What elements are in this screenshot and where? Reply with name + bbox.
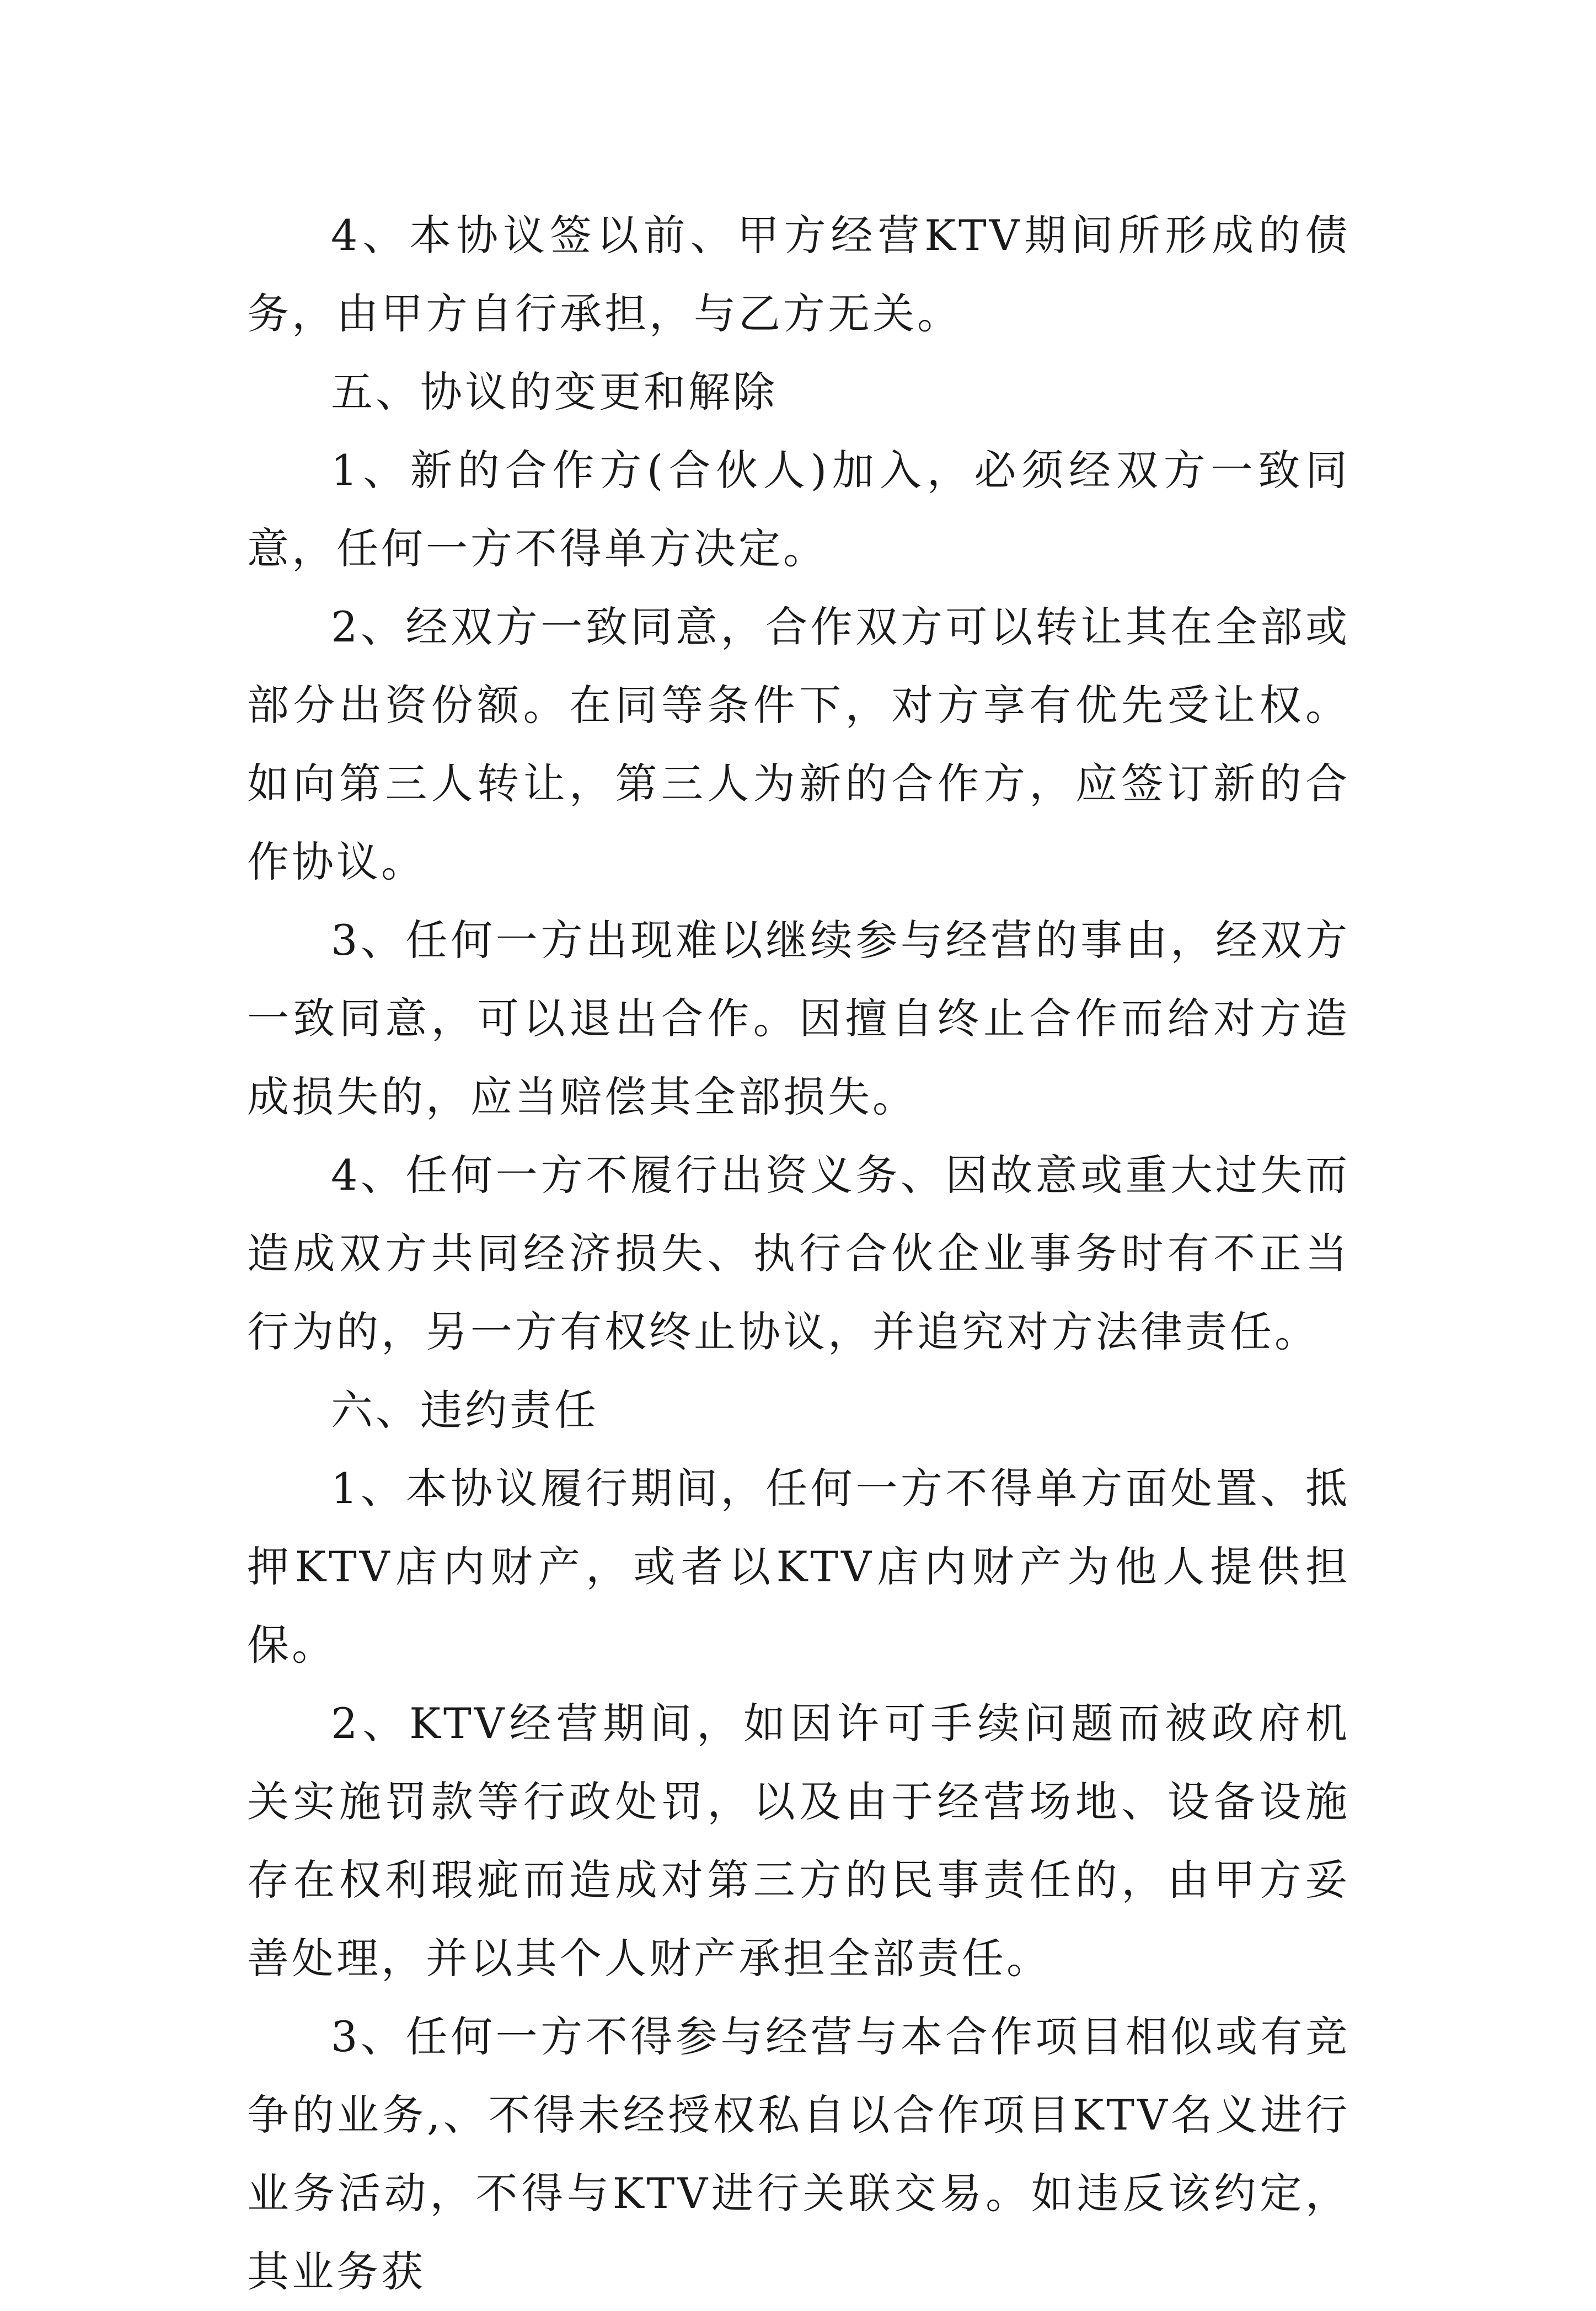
section-heading-liability: 六、违约责任 [331, 1385, 599, 1435]
paragraph-share-transfer: 2、经双方一致同意，合作双方可以转让其在全部或部分出资份额。在同等条件下，对方享有优先受让权。如向第三人转让，第三人为新的合作方，应签订新的合作协议。 [247, 602, 1350, 886]
paragraph-property-disposal: 1、本协议履行期间，任何一方不得单方面处置、抵押KTV店内财产，或者以KTV店内财产为他人提供担保。 [247, 1464, 1350, 1670]
paragraph-administrative-penalty: 2、KTV经营期间，如因许可手续问题而被政府机关实施罚款等行政处罚，以及由于经营场地、设备设施存在权利瑕疵而造成对第三方的民事责任的，由甲方妥善处理，并以其个人财产承担全部责任。 [247, 1699, 1350, 1983]
paragraph-debt-clause: 4、本协议签以前、甲方经营KTV期间所形成的债务，由甲方自行承担，与乙方无关。 [247, 211, 1350, 338]
paragraph-termination-right: 4、任何一方不履行出资义务、因故意或重大过失而造成双方共同经济损失、执行合伙企业事务时有不正当行为的，另一方有权终止协议，并追究对方法律责任。 [247, 1151, 1350, 1356]
document-body [247, 196, 1350, 2311]
paragraph-non-compete: 3、任何一方不得参与经营与本合作项目相似或有竞争的业务,、不得未经授权私自以合作项目KTV名义进行业务活动，不得与KTV进行关联交易。如违反该约定，其业务获 [247, 2012, 1350, 2296]
paragraph-withdrawal: 3、任何一方出现难以继续参与经营的事由，经双方一致同意，可以退出合作。因擅自终止合作而给对方造成损失的，应当赔偿其全部损失。 [247, 916, 1350, 1121]
section-heading-change-termination: 五、协议的变更和解除 [331, 367, 778, 416]
paragraph-new-partner: 1、新的合作方(合伙人)加入，必须经双方一致同意，任何一方不得单方决定。 [247, 446, 1350, 573]
